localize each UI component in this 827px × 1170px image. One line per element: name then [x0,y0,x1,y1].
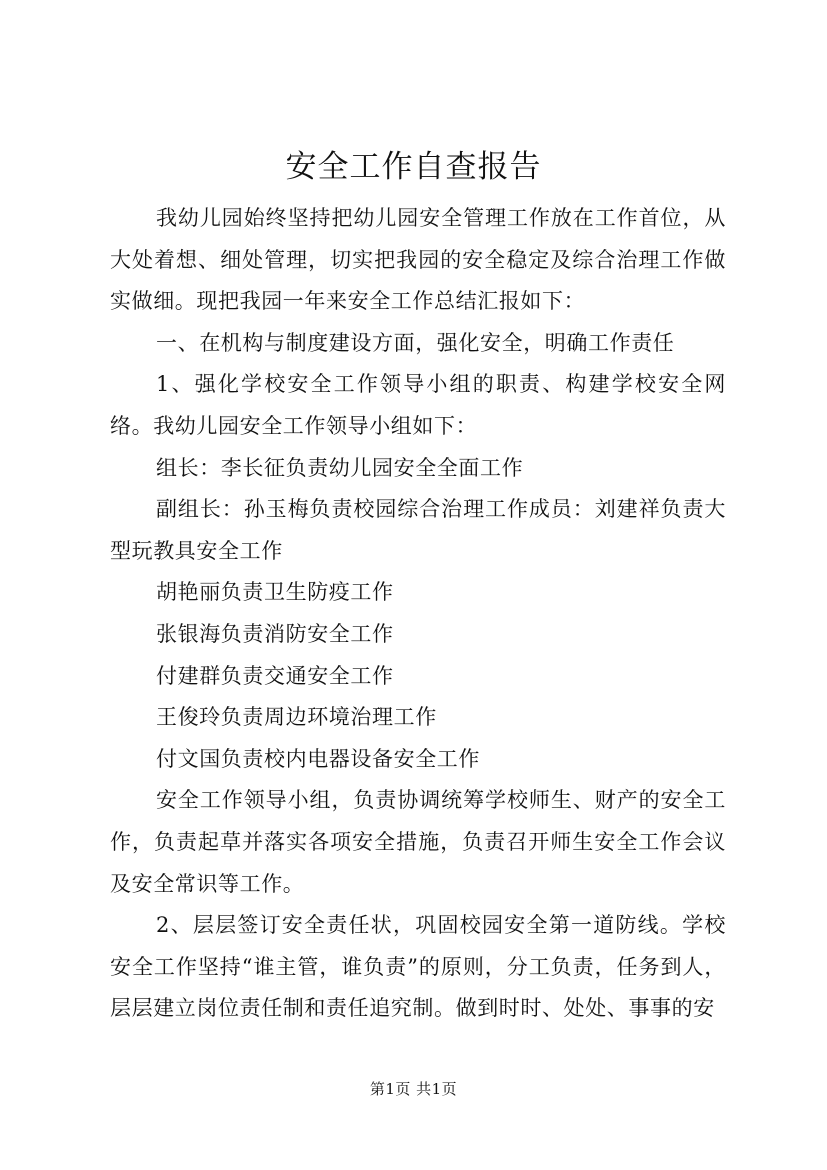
document-title: 安全工作自查报告 [285,149,542,185]
paragraph-section-heading: 一、在机构与制度建设方面，强化安全，明确工作责任 [156,330,675,355]
paragraph-leader: 组长：李长征负责幼儿园安全全面工作 [156,455,524,480]
paragraph-item-1: 1、强化学校安全工作领导小组的职责、构建学校安全网络。我幼儿园安全工作领导小组如下： [110,372,726,438]
paragraph-deputy-leader: 副组长：孙玉梅负责校园综合治理工作成员：刘建祥负责大型玩教具安全工作 [110,497,726,563]
paragraph-item-2: 2、层层签订安全责任状，巩固校园安全第一道防线。学校安全工作坚持“谁主管，谁负责”的原则，分工负责，任务到人，层层建立岗位责任制和责任追究制。做到时时、处处、事事的安 [110,913,726,1021]
paragraph-member-environment: 王俊玲负责周边环境治理工作 [156,705,437,730]
paragraph-member-traffic: 付建群负责交通安全工作 [156,663,394,688]
paragraph-member-fire: 张银海负责消防安全工作 [156,621,394,646]
document-body [110,198,726,1030]
page-number: 第1页 共1页 [369,1080,458,1098]
paragraph-intro: 我幼儿园始终坚持把幼儿园安全管理工作放在工作首位，从大处着想、细处管理，切实把我园的安全稳定及综合治理工作做实做细。现把我园一年来安全工作总结汇报如下： [110,206,726,314]
paragraph-group-duties: 安全工作领导小组，负责协调统筹学校师生、财产的安全工作，负责起草并落实各项安全措施，负责召开师生安全工作会议及安全常识等工作。 [110,788,726,896]
paragraph-member-electrical: 付文国负责校内电器设备安全工作 [156,746,480,771]
paragraph-member-health: 胡艳丽负责卫生防疫工作 [156,580,394,605]
